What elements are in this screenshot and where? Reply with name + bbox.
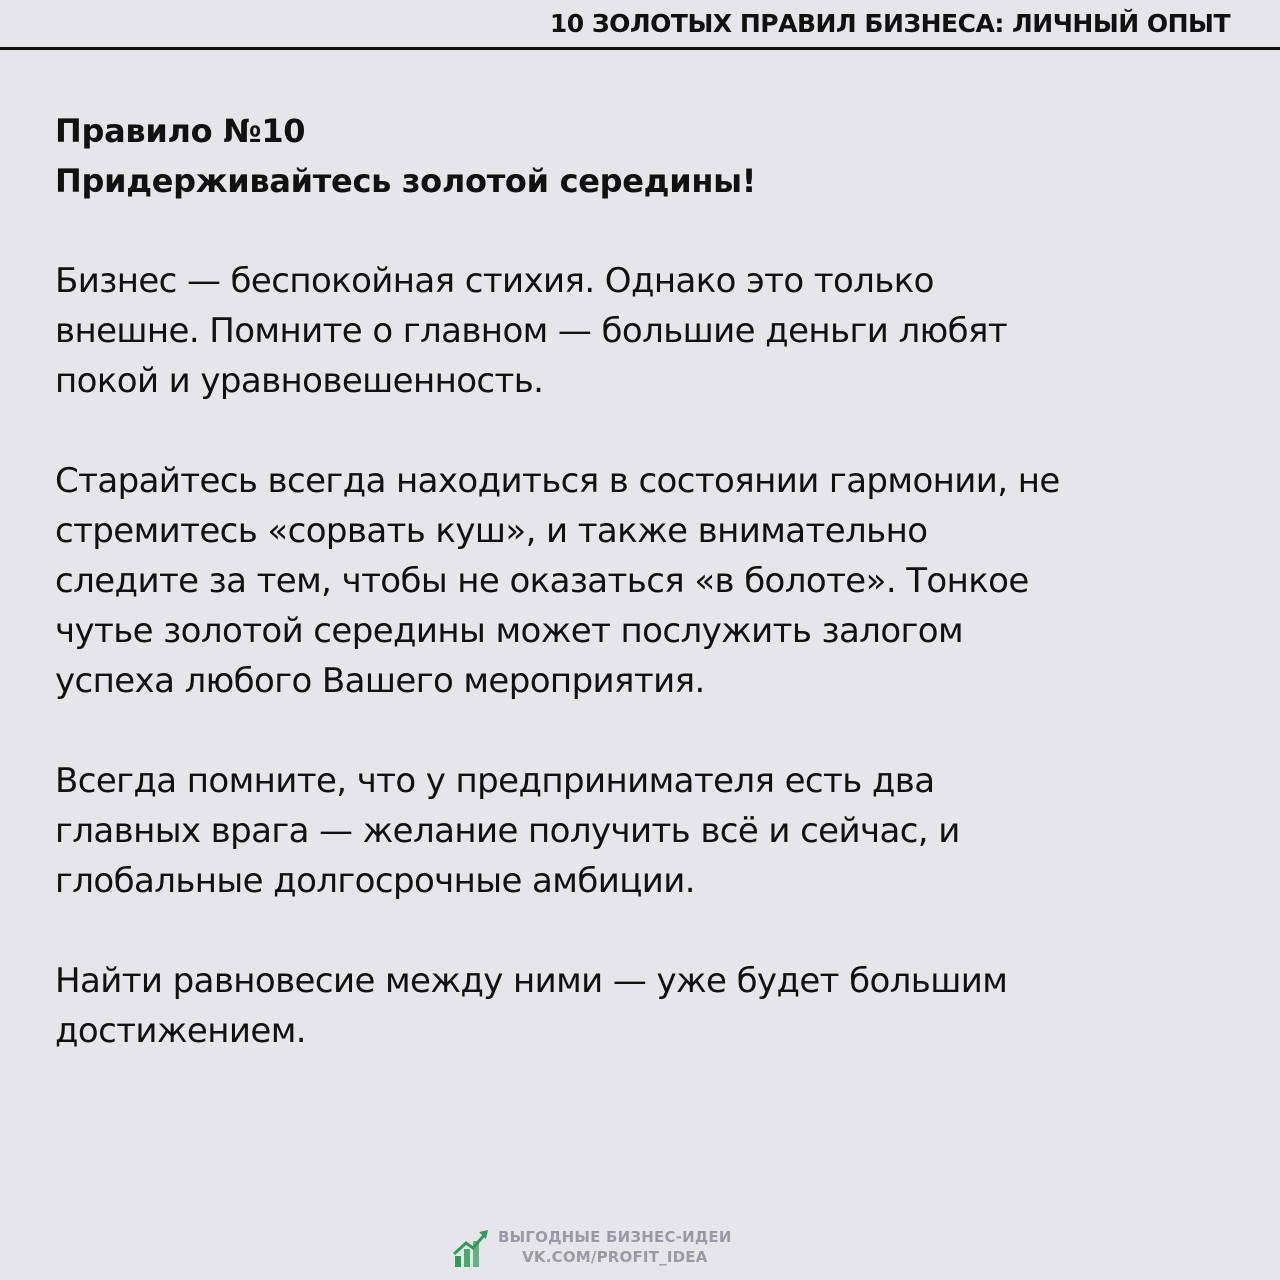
page-header <box>0 0 1280 50</box>
rule-heading: Придерживайтесь золотой середины! <box>55 162 757 200</box>
paragraph-4: Найти равновесие между ними — уже будет большим достижением. <box>55 961 1008 1051</box>
paragraph-1: Бизнес — беспокойная стихия. Однако это только внешне. Помните о главном — большие деньги любят покой и уравновешенность. <box>55 261 1008 401</box>
footer-link[interactable]: VK.COM/PROFIT_IDEA <box>522 1248 708 1266</box>
article-body <box>55 106 1235 1056</box>
growth-chart-icon <box>452 1224 492 1270</box>
paragraph-3: Всегда помните, что у предпринимателя есть два главных врага — желание получить всё и сейчас, и глобальные долгосрочные амбиции. <box>55 761 960 901</box>
footer-brand: ВЫГОДНЫЕ БИЗНЕС-ИДЕИ <box>498 1228 732 1246</box>
series-title: 10 ЗОЛОТЫХ ПРАВИЛ БИЗНЕСА: ЛИЧНЫЙ ОПЫТ <box>549 9 1230 38</box>
footer-text-block <box>498 1227 732 1267</box>
footer-watermark <box>452 1224 732 1270</box>
paragraph-2: Старайтесь всегда находиться в состоянии гармонии, не стремитесь «сорвать куш», и также внимательно следите за тем, чтобы не оказаться «в болоте». Тонкое чутье золотой середины может послужить залогом успеха любого Вашего мероприятия. <box>55 461 1060 701</box>
rule-number: Правило №10 <box>55 112 306 150</box>
